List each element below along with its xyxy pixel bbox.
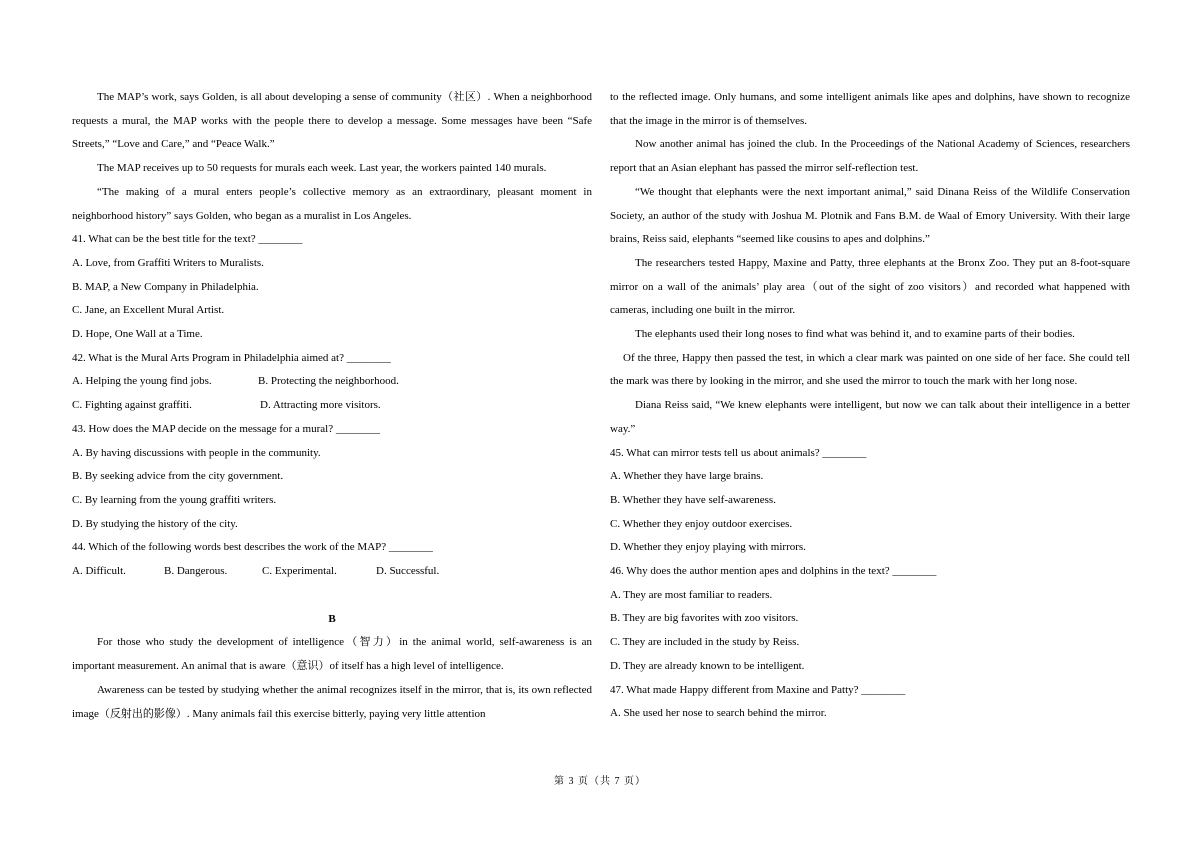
- question: 44. Which of the following words best describes the work of the MAP? ________: [72, 541, 433, 554]
- option: D. Whether they enjoy playing with mirrors.: [610, 541, 806, 554]
- column-left: [72, 86, 592, 726]
- option-row: [72, 370, 592, 394]
- question: 41. What can be the best title for the text? ________: [72, 233, 303, 246]
- question: 47. What made Happy different from Maxine and Patty? ________: [610, 683, 906, 696]
- option: C. Jane, an Excellent Mural Artist.: [72, 304, 225, 317]
- section-header: B: [328, 612, 336, 625]
- option: A. Helping the young find jobs.: [72, 375, 212, 388]
- page-footer: 第 3 页（共 7 页）: [554, 776, 646, 787]
- option: D. Hope, One Wall at a Time.: [72, 328, 203, 341]
- option: A. She used her nose to search behind the mirror.: [610, 707, 827, 720]
- option: B. Dangerous.: [164, 565, 228, 578]
- paragraph: Of the three, Happy then passed the test, in which a clear mark was painted on one side of her face. She could tell the mark was there by looking in the mirror, and she used the mirror to touch the mark with her long nose.: [610, 351, 1130, 388]
- paragraph: “The making of a mural enters people’s collective memory as an extraordinary, pleasant moment in neighborhood history” says Golden, who began as a muralist in Los Angeles.: [72, 185, 592, 222]
- paragraph: The MAP’s work, says Golden, is all about developing a sense of community（社区）. When a neighborhood requests a mural, the MAP works with the people there to develop a message. Some messages have been “Safe Streets,” “Love and Care,” and “Peace Walk.”: [72, 91, 592, 151]
- option: B. Protecting the neighborhood.: [258, 375, 399, 388]
- paragraph: The MAP receives up to 50 requests for murals each week. Last year, the workers painted 140 murals.: [97, 162, 547, 175]
- option: A. By having discussions with people in the community.: [72, 446, 321, 459]
- option: B. MAP, a New Company in Philadelphia.: [72, 280, 259, 293]
- paragraph: “We thought that elephants were the next important animal,” said Dinana Reiss of the Wildlife Conservation Society, an author of the study with Joshua M. Plotnik and Fans B.M. de Waal of Emory University. With their large brains, Reiss said, elephants “seemed like cousins to apes and dolphins.”: [610, 185, 1130, 246]
- option: C. By learning from the young graffiti writers.: [72, 493, 277, 506]
- option: D. Attracting more visitors.: [260, 399, 381, 412]
- paragraph: The researchers tested Happy, Maxine and Patty, three elephants at the Bronx Zoo. They put an 8-foot-square mirror on a wall of the animals’ play area（out of the sight of zoo visitors）and recorded what happened with cameras, including one built in the mirror.: [610, 256, 1130, 317]
- paragraph: Now another animal has joined the club. In the Proceedings of the National Academy of Sciences, researchers report that an Asian elephant has passed the mirror self-reflection test.: [610, 138, 1130, 175]
- option: D. By studying the history of the city.: [72, 517, 238, 530]
- option: A. Difficult.: [72, 565, 126, 578]
- option: A. Whether they have large brains.: [610, 470, 764, 483]
- option-row: [72, 394, 592, 418]
- option: B. Whether they have self-awareness.: [610, 493, 776, 506]
- question: 42. What is the Mural Arts Program in Philadelphia aimed at? ________: [72, 351, 391, 364]
- option: C. Experimental.: [262, 565, 337, 578]
- question: 43. How does the MAP decide on the message for a mural? ________: [72, 422, 380, 435]
- paragraph: For those who study the development of intelligence（智力）in the animal world, self-awareness is an important measurement. An animal that is aware（意识）of itself has a high level of intelligence.: [72, 636, 592, 673]
- option: C. Whether they enjoy outdoor exercises.: [610, 517, 793, 530]
- paragraph: Diana Reiss said, “We knew elephants were intelligent, but now we can talk about their intelligence in a better way.”: [610, 399, 1130, 435]
- option-row: [72, 560, 592, 584]
- question: 46. Why does the author mention apes and dolphins in the text? ________: [610, 565, 937, 578]
- option: C. They are included in the study by Reiss.: [610, 636, 800, 649]
- column-right: [610, 86, 1130, 726]
- paragraph: The elephants used their long noses to find what was behind it, and to examine parts of their bodies.: [635, 328, 1075, 341]
- option: C. Fighting against graffiti.: [72, 399, 192, 412]
- paragraph: to the reflected image. Only humans, and some intelligent animals like apes and dolphins, have shown to recognize that the image in the mirror is of themselves.: [610, 91, 1130, 127]
- option: B. By seeking advice from the city government.: [72, 470, 284, 483]
- option: D. They are already known to be intelligent.: [610, 659, 805, 672]
- option: A. Love, from Graffiti Writers to Muralists.: [72, 256, 264, 269]
- question: 45. What can mirror tests tell us about animals? ________: [610, 446, 867, 459]
- option: A. They are most familiar to readers.: [610, 588, 773, 601]
- paragraph: Awareness can be tested by studying whether the animal recognizes itself in the mirror, that is, its own reflected image（反射出的影像）. Many animals fail this exercise bitterly, paying very little attention: [72, 683, 592, 720]
- option: D. Successful.: [376, 565, 440, 578]
- option: B. They are big favorites with zoo visitors.: [610, 612, 799, 625]
